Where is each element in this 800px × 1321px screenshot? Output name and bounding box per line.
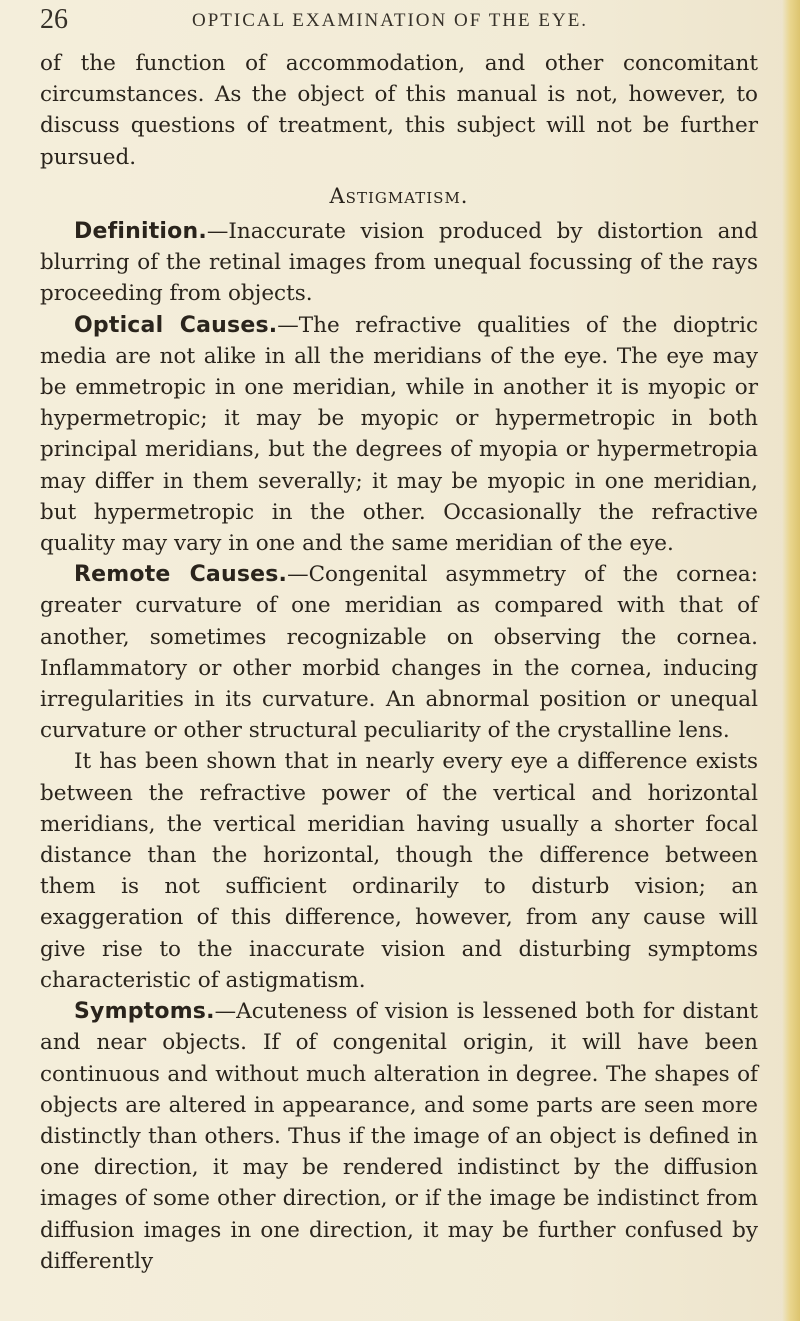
running-title: OPTICAL EXAMINATION OF THE EYE.	[192, 10, 589, 31]
remote-causes-paragraph	[40, 559, 758, 746]
section-title: Astigmatism.	[329, 183, 469, 208]
symptoms-text: —Acuteness of vision is lessened both for distant and near objects. If of congenital origin, it will have been continuous and without much alteration in degree. The shapes of objects are altered in appearance, and some parts are seen more distinctly than others. Thus if the image of an object is defined in one direction, it may be rendered indistinct by the diffusion images of some other direction, or if the image be indistinct from diffusion images in one direction, it may be further confused by differently	[40, 999, 758, 1274]
page-number: 26	[40, 4, 68, 35]
definition-text: —Inaccurate vision produced by distortion and blurring of the retinal images from unequal focussing of the rays proceeding from objects.	[40, 219, 758, 307]
remote-causes-text: —Congenital asymmetry of the cornea: greater curvature of one meridian as compared with that of another, sometimes recognizable on observing the cornea. Inflammatory or other morbid changes in the cornea, inducing irregularities in its curvature. An abnormal position or unequal curvature or other structural peculiarity of the crystalline lens.	[40, 562, 758, 744]
observation-paragraph: It has been shown that in nearly every eye a difference exists between the refractive power of the vertical and horizontal meridians, the vertical meridian having usually a shorter focal distance than the horizontal, though the difference between them is not sufficient ordinarily to disturb vision; an exaggeration of this difference, however, from any cause will give rise to the inaccurate vision and disturbing symptoms characteristic of astigmatism.	[40, 749, 758, 993]
optical-causes-heading: Optical Causes.	[74, 312, 278, 338]
optical-causes-paragraph	[40, 310, 758, 560]
symptoms-paragraph	[40, 996, 758, 1277]
symptoms-heading: Symptoms.	[74, 999, 215, 1025]
remote-causes-heading: Remote Causes.	[74, 562, 288, 588]
page-header	[40, 4, 740, 40]
definition-heading: Definition.	[74, 219, 207, 245]
optical-causes-text: —The refractive qualities of the dioptric media are not alike in all the meridians of the eye. The eye may be emmetropic in one meridian, while in another it is myopic or hypermetropic; it may be myopic or hypermetropic in both principal meridians, but the degrees of myopia or hypermetropia may differ in them severally; it may be myopic in one meridian, but hypermetropic in the other. Occasionally the refractive quality may vary in one and the same meridian of the eye.	[40, 312, 758, 557]
page-body	[40, 48, 758, 1277]
page-edge	[782, 0, 800, 1321]
definition-paragraph	[40, 216, 758, 310]
intro-paragraph: of the function of accommodation, and other concomitant circumstances. As the object of this manual is not, however, to discuss questions of treatment, this subject will not be further pursued.	[40, 51, 758, 170]
